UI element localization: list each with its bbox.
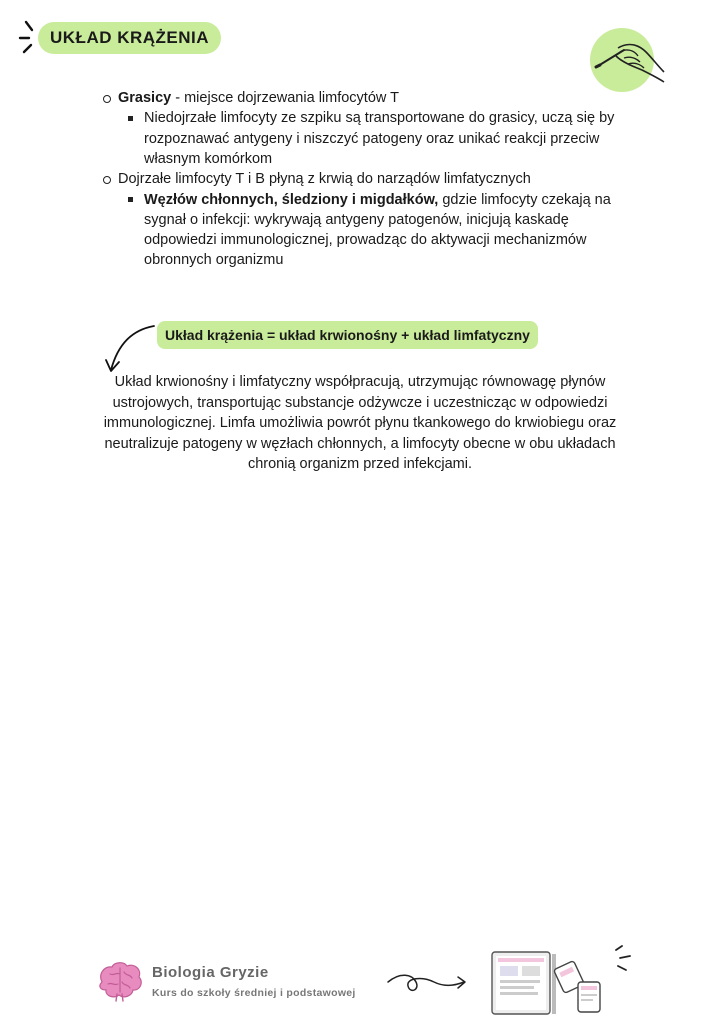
brand-tagline: Kurs do szkoły średniej i podstawowej <box>152 987 356 999</box>
summary-line: Układ krwionośny i limfatyczny współpracują, utrzymując równowagę płynów <box>114 374 606 390</box>
summary-line: ustrojowych, transportując substancje odżywcze i uczestnicząc w odpowiedzi <box>112 394 608 411</box>
sub-item-line <box>144 190 611 210</box>
brain-logo-icon <box>96 960 144 1002</box>
page-title: UKŁAD KRĄŻENIA <box>38 22 221 54</box>
summary-line: immunologicznej. Limfa umożliwia powrót płynu tkankowego do krwiobiegu oraz <box>103 415 617 431</box>
sub-item-rest: gdzie limfocyty czekają na <box>438 191 611 208</box>
circle-bullet-icon <box>103 95 111 103</box>
circle-bullet-icon <box>103 176 111 184</box>
term-grasicy: Grasicy <box>118 90 172 106</box>
square-bullet-icon <box>128 197 133 202</box>
sub-item-line: własnym komórkom <box>144 150 273 167</box>
summary-paragraph <box>60 372 660 475</box>
squiggle-arrow-icon <box>386 968 468 998</box>
list-item-grasicy <box>118 88 399 108</box>
writing-hand-icon <box>588 26 668 96</box>
sub-item-line: Niedojrzałe limfocyty ze szpiku są transportowane do grasicy, uczą się by <box>144 110 615 127</box>
equation-highlight: Układ krążenia = układ krwionośny + układ limfatyczny <box>157 321 538 349</box>
sub-item-line: sygnał o infekcji: wykrywają antygeny patogenów, inicjują kaskadę <box>144 211 569 228</box>
curved-arrow-icon <box>98 322 164 378</box>
brand-name: Biologia Gryzie <box>152 964 269 981</box>
sub-item-line: rozpoznawać antygeny i niszczyć patogeny oraz unikać reakcji przeciw <box>144 130 600 147</box>
summary-line: chronią organizm przed infekcjami. <box>247 456 473 472</box>
summary-line: neutralizuje patogeny w węzłach chłonnych, a limfocyty obecne w obu układach <box>104 435 616 452</box>
devices-illustration-icon <box>490 944 640 1018</box>
sub-item-line: obronnych organizmu <box>144 252 284 269</box>
list-item-limfocyty: Dojrzałe limfocyty T i B płyną z krwią do narządów limfatycznych <box>118 171 531 188</box>
sub-item-line: odpowiedzi immunologicznej, prowadząc do aktywacji mechanizmów <box>144 232 587 249</box>
grasicy-description: - miejsce dojrzewania limfocytów T <box>171 90 399 106</box>
term-narzady: Węzłów chłonnych, śledziony i migdałków, <box>144 191 439 208</box>
square-bullet-icon <box>128 116 133 121</box>
